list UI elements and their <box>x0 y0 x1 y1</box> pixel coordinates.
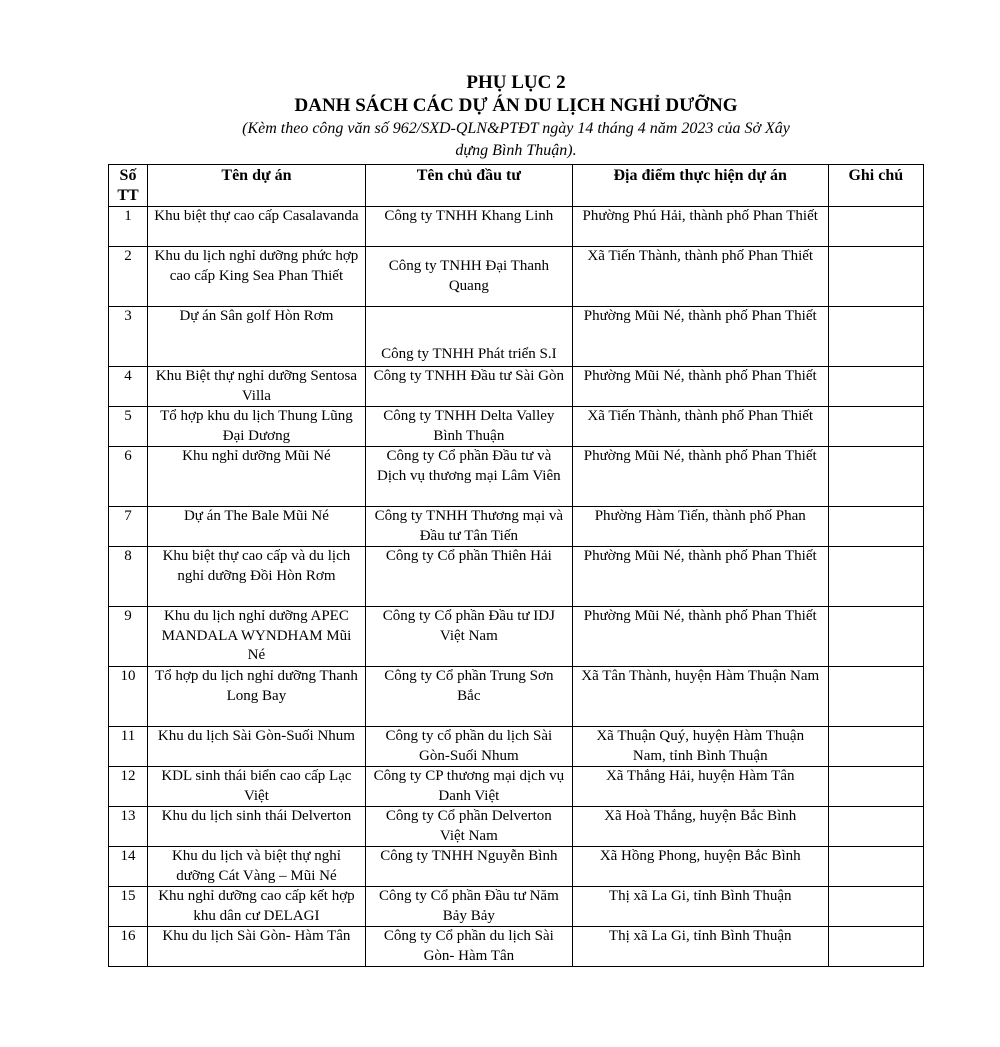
cell-investor: Công ty Cổ phần du lịch Sài Gòn- Hàm Tân <box>365 927 572 967</box>
cell-location: Phường Phú Hải, thành phố Phan Thiết <box>572 207 828 247</box>
document-subtitle-line2: dựng Bình Thuận). <box>455 142 577 159</box>
table-row <box>109 607 924 667</box>
table-row <box>109 447 924 507</box>
header-project-name: Tên dự án <box>148 165 366 207</box>
cell-location: Xã Hồng Phong, huyện Bắc Bình <box>572 847 828 887</box>
cell-note <box>828 367 923 407</box>
cell-investor: Công ty TNHH Khang Linh <box>365 207 572 247</box>
table-row <box>109 667 924 727</box>
cell-location: Phường Mũi Né, thành phố Phan Thiết <box>572 607 828 667</box>
cell-note <box>828 207 923 247</box>
table-row <box>109 887 924 927</box>
cell-location: Xã Tiến Thành, thành phố Phan Thiết <box>572 247 828 307</box>
table-row <box>109 307 924 367</box>
cell-note <box>828 407 923 447</box>
cell-stt: 7 <box>109 507 148 547</box>
project-table <box>108 164 924 967</box>
table-row <box>109 507 924 547</box>
cell-stt: 15 <box>109 887 148 927</box>
table-row <box>109 547 924 607</box>
cell-investor: Công ty TNHH Delta Valley Bình Thuận <box>365 407 572 447</box>
header-stt-line1: Số <box>119 167 137 184</box>
header-note: Ghi chú <box>828 165 923 207</box>
cell-note <box>828 927 923 967</box>
header-stt <box>109 165 148 207</box>
cell-investor: Công ty Cổ phần Đầu tư và Dịch vụ thương mại Lâm Viên <box>365 447 572 507</box>
cell-stt: 10 <box>109 667 148 727</box>
table-row <box>109 807 924 847</box>
cell-stt: 3 <box>109 307 148 367</box>
cell-location: Phường Mũi Né, thành phố Phan Thiết <box>572 547 828 607</box>
cell-location: Phường Hàm Tiến, thành phố Phan <box>572 507 828 547</box>
cell-location: Thị xã La Gi, tỉnh Bình Thuận <box>572 927 828 967</box>
table-row <box>109 927 924 967</box>
cell-note <box>828 767 923 807</box>
cell-project-name: Khu biệt thự cao cấp Casalavanda <box>148 207 366 247</box>
cell-stt: 14 <box>109 847 148 887</box>
cell-note <box>828 887 923 927</box>
cell-location: Phường Mũi Né, thành phố Phan Thiết <box>572 447 828 507</box>
table-row <box>109 247 924 307</box>
cell-project-name: Dự án The Bale Mũi Né <box>148 507 366 547</box>
cell-investor: Công ty TNHH Đầu tư Sài Gòn <box>365 367 572 407</box>
cell-stt: 12 <box>109 767 148 807</box>
appendix-label: PHỤ LỤC 2 <box>466 72 566 93</box>
cell-investor: Công ty Cổ phần Thiên Hải <box>365 547 572 607</box>
cell-stt: 16 <box>109 927 148 967</box>
cell-stt: 2 <box>109 247 148 307</box>
cell-note <box>828 667 923 727</box>
table-row <box>109 407 924 447</box>
cell-investor: Công ty TNHH Thương mại và Đầu tư Tân Tiến <box>365 507 572 547</box>
cell-project-name: Dự án Sân golf Hòn Rơm <box>148 307 366 367</box>
cell-investor: Công ty Cổ phần Trung Sơn Bắc <box>365 667 572 727</box>
cell-investor <box>365 307 572 367</box>
cell-project-name: Khu Biệt thự nghỉ dưỡng Sentosa Villa <box>148 367 366 407</box>
cell-location: Xã Thắng Hải, huyện Hàm Tân <box>572 767 828 807</box>
cell-investor <box>365 247 572 307</box>
cell-investor-text: Công ty TNHH Phát triển S.I <box>381 345 557 362</box>
table-header-row <box>109 165 924 207</box>
table-row <box>109 847 924 887</box>
cell-stt: 6 <box>109 447 148 507</box>
cell-note <box>828 307 923 367</box>
header-location: Địa điểm thực hiện dự án <box>572 165 828 207</box>
table-row <box>109 727 924 767</box>
cell-project-name: Khu du lịch sinh thái Delverton <box>148 807 366 847</box>
cell-project-name: Khu du lịch nghỉ dưỡng APEC MANDALA WYNDHAM Mũi Né <box>148 607 366 667</box>
cell-investor: Công ty Cổ phần Đầu tư Năm Bảy Bảy <box>365 887 572 927</box>
cell-location: Xã Thuận Quý, huyện Hàm Thuận Nam, tỉnh Bình Thuận <box>572 727 828 767</box>
cell-stt: 8 <box>109 547 148 607</box>
cell-project-name: Khu du lịch và biệt thự nghỉ dưỡng Cát Vàng – Mũi Né <box>148 847 366 887</box>
cell-stt: 11 <box>109 727 148 767</box>
cell-note <box>828 547 923 607</box>
cell-project-name: Khu nghỉ dưỡng Mũi Né <box>148 447 366 507</box>
cell-note <box>828 447 923 507</box>
header-investor: Tên chủ đầu tư <box>365 165 572 207</box>
cell-note <box>828 607 923 667</box>
cell-note <box>828 247 923 307</box>
cell-stt: 4 <box>109 367 148 407</box>
cell-location: Thị xã La Gi, tỉnh Bình Thuận <box>572 887 828 927</box>
cell-investor: Công ty TNHH Nguyễn Bình <box>365 847 572 887</box>
cell-project-name: Tổ hợp khu du lịch Thung Lũng Đại Dương <box>148 407 366 447</box>
table-row <box>109 367 924 407</box>
cell-project-name: Khu du lịch Sài Gòn- Hàm Tân <box>148 927 366 967</box>
cell-location: Phường Mũi Né, thành phố Phan Thiết <box>572 307 828 367</box>
cell-project-name: Tổ hợp du lịch nghỉ dưỡng Thanh Long Bay <box>148 667 366 727</box>
cell-location: Xã Tiến Thành, thành phố Phan Thiết <box>572 407 828 447</box>
cell-investor: Công ty CP thương mại dịch vụ Danh Việt <box>365 767 572 807</box>
cell-project-name: KDL sinh thái biển cao cấp Lạc Việt <box>148 767 366 807</box>
table-row <box>109 207 924 247</box>
cell-stt: 13 <box>109 807 148 847</box>
table-row <box>109 767 924 807</box>
document-header <box>108 72 924 162</box>
cell-stt: 1 <box>109 207 148 247</box>
cell-note <box>828 727 923 767</box>
cell-location: Xã Hoà Thắng, huyện Bắc Bình <box>572 807 828 847</box>
cell-note <box>828 807 923 847</box>
cell-note <box>828 847 923 887</box>
cell-stt: 5 <box>109 407 148 447</box>
cell-stt: 9 <box>109 607 148 667</box>
cell-project-name: Khu du lịch nghỉ dưỡng phức hợp cao cấp King Sea Phan Thiết <box>148 247 366 307</box>
cell-project-name: Khu du lịch Sài Gòn-Suối Nhum <box>148 727 366 767</box>
cell-investor-text: Công ty TNHH Đại Thanh Quang <box>388 258 549 294</box>
header-stt-line2: TT <box>117 187 139 204</box>
cell-location: Xã Tân Thành, huyện Hàm Thuận Nam <box>572 667 828 727</box>
cell-project-name: Khu nghỉ dưỡng cao cấp kết hợp khu dân cư DELAGI <box>148 887 366 927</box>
cell-investor: Công ty cổ phần du lịch Sài Gòn-Suối Nhum <box>365 727 572 767</box>
cell-project-name: Khu biệt thự cao cấp và du lịch nghỉ dưỡng Đồi Hòn Rơm <box>148 547 366 607</box>
document-title: DANH SÁCH CÁC DỰ ÁN DU LỊCH NGHỈ DƯỠNG <box>294 95 738 116</box>
cell-location: Phường Mũi Né, thành phố Phan Thiết <box>572 367 828 407</box>
cell-investor: Công ty Cổ phần Đầu tư IDJ Việt Nam <box>365 607 572 667</box>
cell-investor: Công ty Cổ phần Delverton Việt Nam <box>365 807 572 847</box>
document-subtitle-line1: (Kèm theo công văn số 962/SXD-QLN&PTĐT ngày 14 tháng 4 năm 2023 của Sở Xây <box>242 120 790 137</box>
cell-note <box>828 507 923 547</box>
